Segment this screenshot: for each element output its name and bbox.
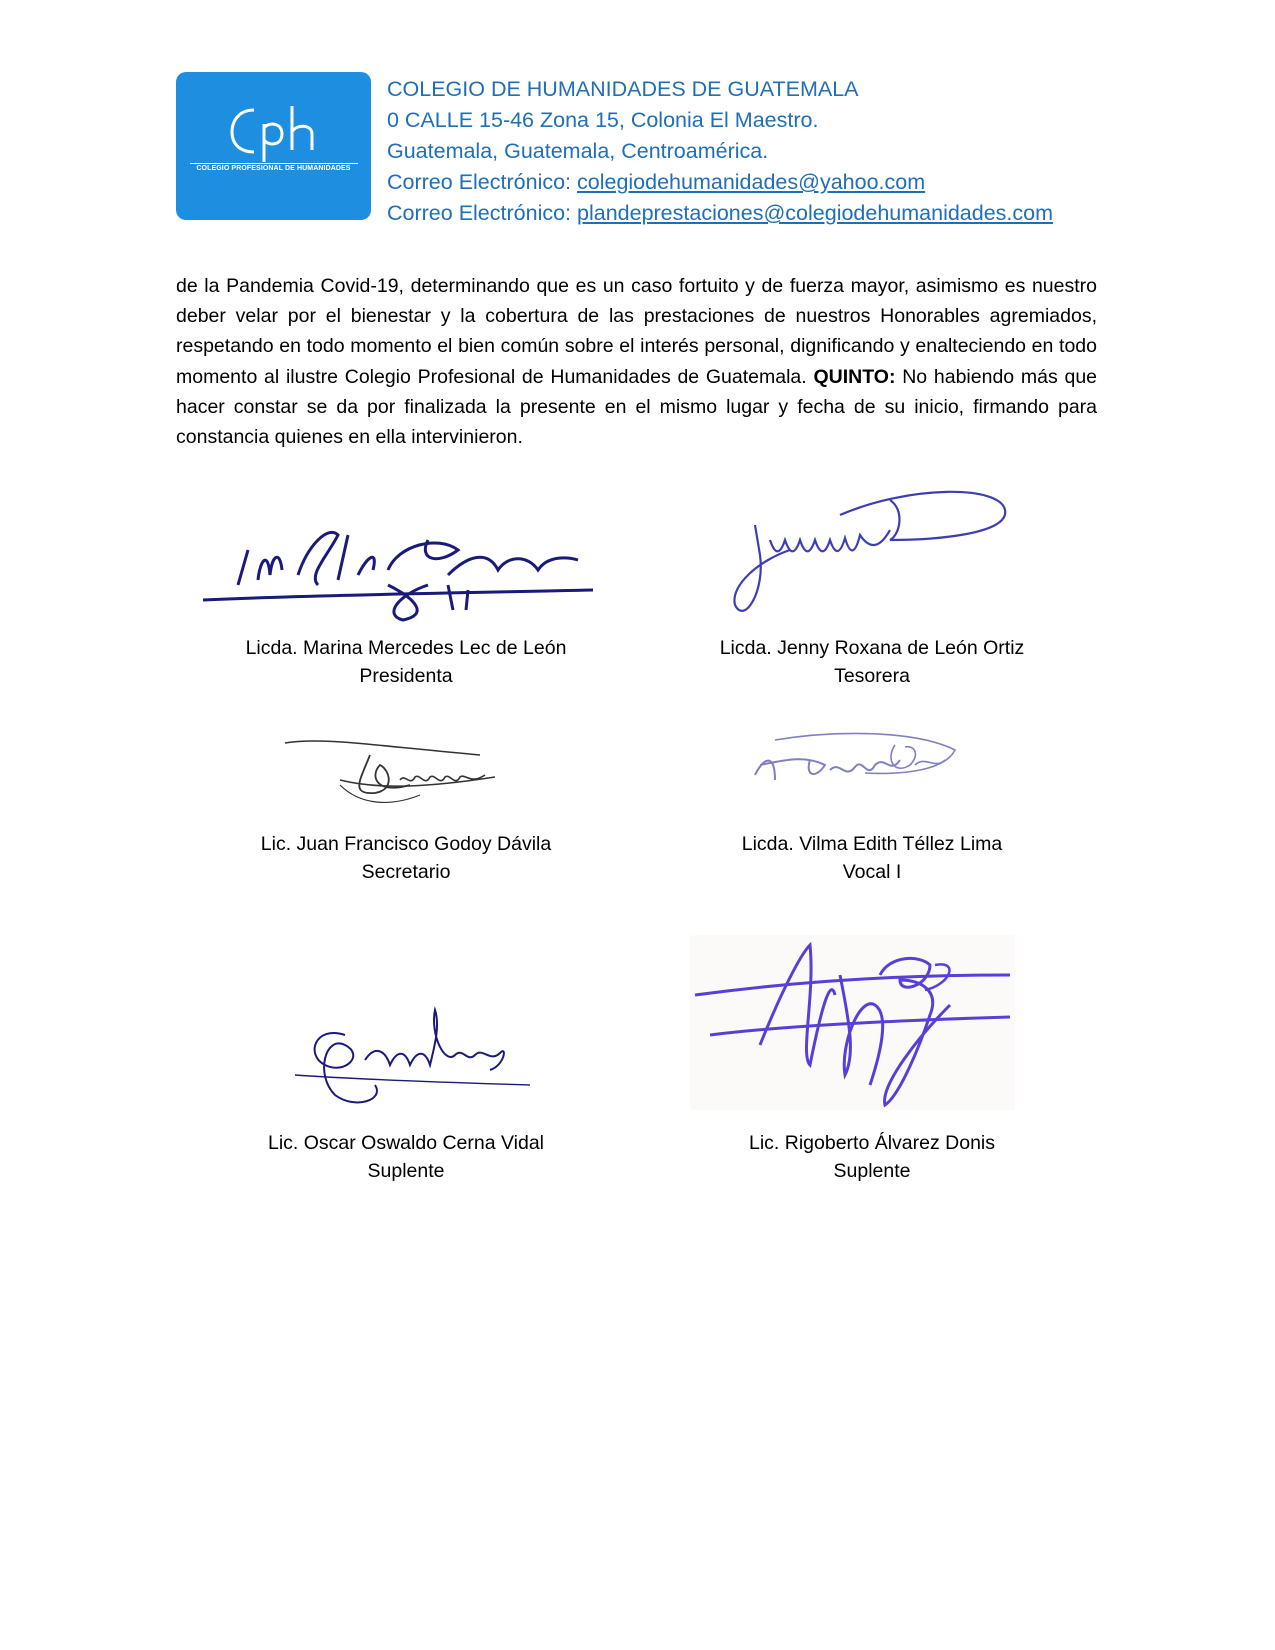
- signer-name: Lic. Juan Francisco Godoy Dávila: [260, 833, 552, 855]
- signer-role: Suplente: [833, 1160, 911, 1182]
- address-line: 0 CALLE 15-46 Zona 15, Colonia El Maestro.: [387, 108, 819, 132]
- email-line-1: [387, 167, 1053, 198]
- signature-secretario: [280, 735, 510, 810]
- signature-suplente-1: [285, 1005, 535, 1115]
- signer-block-vocal-i: [672, 830, 1072, 886]
- body-paragraph: [176, 271, 1097, 452]
- signer-name: Licda. Jenny Roxana de León Ortiz: [719, 637, 1025, 659]
- signer-block-tesorera: [672, 634, 1072, 690]
- signature-tesorera: [730, 480, 1015, 625]
- signer-name: Licda. Vilma Edith Téllez Lima: [741, 833, 1003, 855]
- logo-rule: [190, 163, 358, 164]
- signer-name: Licda. Marina Mercedes Lec de León: [245, 637, 567, 659]
- email-link-2[interactable]: plandeprestaciones@colegiodehumanidades.com: [577, 201, 1054, 225]
- signer-block-suplente-2: [672, 1129, 1072, 1185]
- signer-role: Tesorera: [834, 665, 910, 687]
- signer-role: Secretario: [361, 861, 451, 883]
- quinto-text: No habiendo más que hacer constar se da por finalizada la presente en el mismo lugar y fecha de su inicio, firmando para constancia quienes en ella intervinieron.: [176, 365, 1098, 449]
- body-text: de la Pandemia Covid-19, determinando que es un caso fortuito y de fuerza mayor, asimismo es nuestro deber velar por el bienestar y la cobertura de las prestaciones de nuestros Honorables agremiados, respetando en todo momento el bien común sobre el interés personal, dignificando y enalteciendo en todo momento al ilustre Colegio Profesional de Humanidades de Guatemala.: [176, 275, 1097, 388]
- signature-presidenta: [198, 515, 598, 625]
- signer-role: Presidenta: [359, 665, 453, 687]
- signer-role: Vocal I: [842, 861, 902, 883]
- signer-role: Suplente: [367, 1160, 445, 1182]
- email-line-2: [387, 198, 1053, 229]
- signature-vocal-i: [745, 725, 965, 805]
- logo-tagline: COLEGIO PROFESIONAL DE HUMANIDADES: [196, 165, 351, 172]
- signer-block-secretario: [186, 830, 626, 886]
- cph-logo-mark: [224, 102, 324, 162]
- logo: [176, 72, 371, 220]
- quinto-label: QUINTO:: [813, 365, 896, 388]
- signer-name: Lic. Rigoberto Álvarez Donis: [748, 1132, 996, 1154]
- signer-name: Lic. Oscar Oswaldo Cerna Vidal: [267, 1132, 544, 1154]
- signer-block-presidenta: [186, 634, 626, 690]
- signer-block-suplente-1: [186, 1129, 626, 1185]
- email-link-1[interactable]: colegiodehumanidades@yahoo.com: [577, 170, 926, 194]
- letterhead: [387, 74, 1053, 229]
- organization-name: COLEGIO DE HUMANIDADES DE GUATEMALA: [387, 77, 859, 101]
- email-label-1: Correo Electrónico:: [387, 170, 577, 194]
- signature-suplente-2: [690, 935, 1015, 1110]
- city-line: Guatemala, Guatemala, Centroamérica.: [387, 139, 769, 163]
- email-label-2: Correo Electrónico:: [387, 201, 577, 225]
